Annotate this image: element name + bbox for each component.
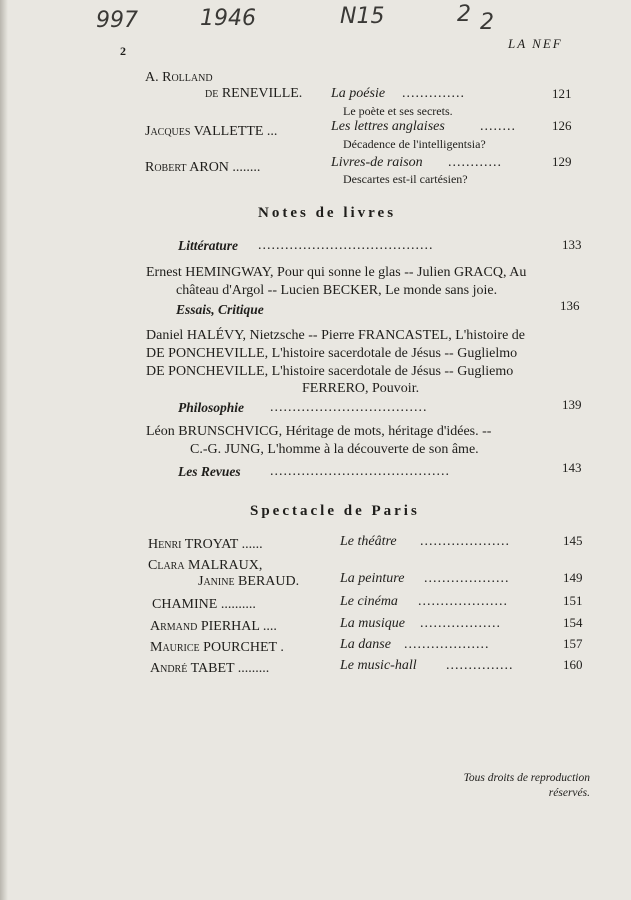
entry-page: 126 [552, 118, 572, 133]
leader-dots: ................................... [270, 400, 428, 415]
entry-author: Henri TROYAT ...... [148, 537, 263, 552]
leader-dots: ....................................... [258, 238, 434, 253]
leader-dots: ........ [480, 119, 516, 134]
leader-dots: .................. [420, 616, 501, 631]
journal-title: LA NEF [508, 36, 563, 51]
handwritten-note-3: N15 [340, 4, 385, 29]
review-line: Ernest HEMINGWAY, Pour qui sonne le glas -- Julien GRACQ, Au [146, 265, 527, 280]
leader-dots: .................... [418, 594, 508, 609]
subheading-litterature: Littérature [178, 238, 238, 253]
entry-author: Jacques VALLETTE ... [145, 124, 278, 139]
review-line: DE PONCHEVILLE, L'histoire sacerdotale de Jésus -- Gugliemo [146, 364, 514, 379]
entry-subtitle: Le poète et ses secrets. [343, 104, 453, 118]
entry-page: 149 [563, 570, 583, 585]
entry-title: Le théâtre [340, 534, 397, 549]
leader-dots: ............... [446, 658, 514, 673]
entry-author-line2: Janine BERAUD. [198, 574, 300, 589]
entry-page: 133 [562, 237, 582, 252]
entry-page: 136 [560, 298, 580, 313]
entry-author: Armand PIERHAL .... [150, 619, 277, 634]
entry-page: 151 [563, 593, 583, 608]
subheading-revues: Les Revues [178, 464, 241, 479]
leader-dots: ........................................ [270, 464, 450, 479]
handwritten-note-4: 2 [457, 2, 471, 27]
leader-dots: .................... [420, 534, 510, 549]
entry-subtitle: Décadence de l'intelligentsia? [343, 137, 486, 151]
review-line: château d'Argol -- Lucien BECKER, Le monde sans joie. [176, 283, 498, 298]
section-title-notes: Notes de livres [258, 205, 397, 221]
entry-title: Le cinéma [340, 594, 398, 609]
entry-author-line2: de RENEVILLE. [205, 86, 303, 101]
entry-page: 160 [563, 657, 583, 672]
section-title-spectacle: Spectacle de Paris [250, 503, 420, 519]
entry-page: 143 [562, 460, 582, 475]
entry-title: Le music-hall [340, 658, 417, 673]
leader-dots: ................... [404, 637, 490, 652]
entry-author-line1: Clara MALRAUX, [148, 558, 263, 573]
entry-title: La peinture [340, 571, 405, 586]
entry-page: 157 [563, 636, 583, 651]
page-number: 2 [120, 44, 126, 58]
entry-page: 154 [563, 615, 583, 630]
entry-page: 121 [552, 86, 572, 101]
page-spine-shadow [0, 0, 8, 900]
leader-dots: ................... [424, 571, 510, 586]
copyright-line2: réservés. [548, 787, 590, 799]
review-line: Léon BRUNSCHVICG, Héritage de mots, héritage d'idées. -- [146, 424, 492, 439]
entry-author: Maurice POURCHET . [150, 640, 284, 655]
entry-author: André TABET ......... [150, 661, 270, 676]
review-line: Daniel HALÉVY, Nietzsche -- Pierre FRANCASTEL, L'histoire de [146, 328, 526, 343]
review-line: DE PONCHEVILLE, L'histoire sacerdotale de Jésus -- Guglielmo [146, 346, 518, 361]
entry-title: La poésie [331, 86, 386, 101]
entry-title: Livres-de raison [331, 155, 423, 170]
entry-subtitle: Descartes est-il cartésien? [343, 172, 468, 186]
review-line: C.-G. JUNG, L'homme à la découverte de son âme. [190, 442, 479, 457]
entry-author: CHAMINE .......... [152, 597, 256, 612]
entry-title: La danse [340, 637, 391, 652]
entry-title: Les lettres anglaises [331, 119, 445, 134]
entry-author-line1: A. Rolland [145, 70, 213, 85]
leader-dots: .............. [402, 86, 465, 101]
handwritten-note-5: 2 [480, 10, 494, 35]
entry-author: Robert ARON ........ [145, 160, 261, 175]
entry-page: 145 [563, 533, 583, 548]
entry-title: La musique [340, 616, 405, 631]
subheading-essais: Essais, Critique [176, 302, 264, 317]
handwritten-note-2: 1946 [200, 6, 256, 31]
copyright-notice [400, 771, 590, 801]
copyright-line1: Tous droits de reproduction [463, 772, 590, 784]
review-line: FERRERO, Pouvoir. [302, 381, 420, 396]
entry-page: 139 [562, 397, 582, 412]
entry-page: 129 [552, 154, 572, 169]
leader-dots: ............ [448, 155, 502, 170]
handwritten-note-1: 997 [96, 8, 138, 33]
subheading-philosophie: Philosophie [178, 400, 245, 415]
